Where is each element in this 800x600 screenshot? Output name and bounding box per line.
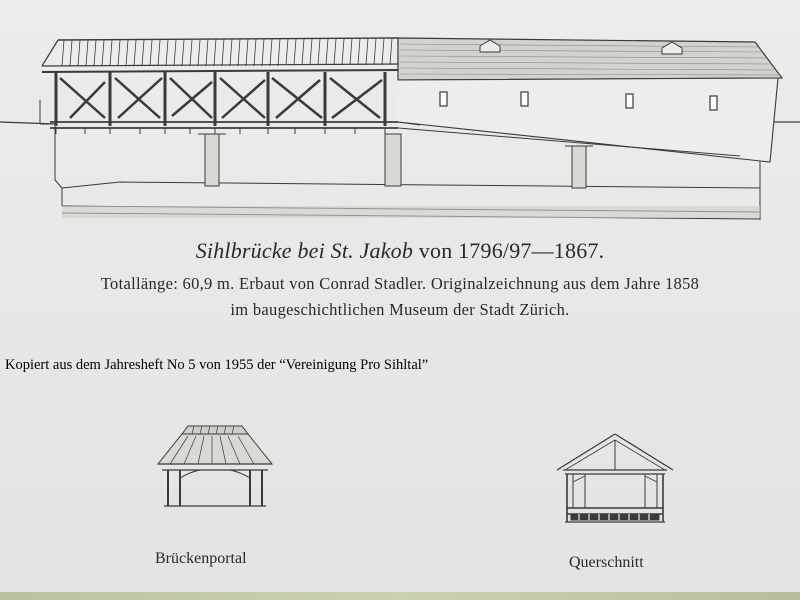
bridge-elevation-drawing xyxy=(0,30,800,230)
bottom-divider xyxy=(0,592,800,600)
bridge-pier xyxy=(385,134,593,188)
figure-title-dates: von 1796/97—1867. xyxy=(413,238,605,263)
figure-caption-line-1: Totallänge: 60,9 m. Erbaut von Conrad Stadler. Originalzeichnung aus dem Jahre 1858 xyxy=(100,274,700,293)
truss-section xyxy=(42,38,398,186)
cross-section-label: Querschnitt xyxy=(569,554,644,571)
figure-title-italic: Sihlbrücke bei St. Jakob xyxy=(195,238,414,263)
figure-caption-line-2: im baugeschichtlichen Museum der Stadt Zürich. xyxy=(230,300,570,319)
copy-source-note: Kopiert aus dem Jahresheft No 5 von 1955 der “Vereinigung Pro Sihltal” xyxy=(5,357,429,373)
bridge-pier xyxy=(198,134,226,186)
cross-section-drawing xyxy=(555,432,675,527)
figure-title xyxy=(0,238,800,264)
covered-section xyxy=(385,38,782,188)
portal-label: Brückenportal xyxy=(155,550,247,567)
bridge-portal-drawing xyxy=(150,418,280,513)
